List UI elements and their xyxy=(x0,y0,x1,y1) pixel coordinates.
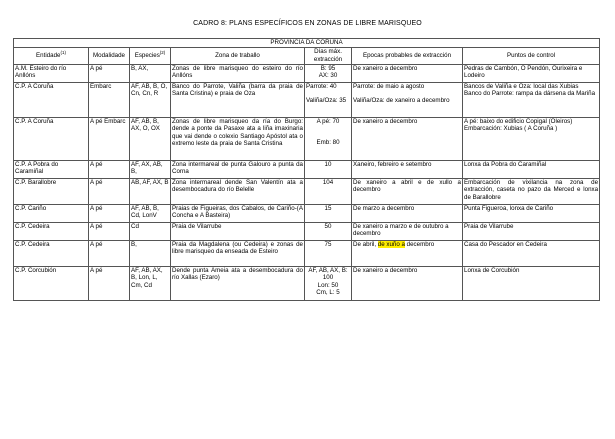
col-modalidade: Modalidade xyxy=(89,47,130,64)
cell-especies: Cd xyxy=(130,222,171,240)
cell-epocas: Xaneiro, febreiro e setembro xyxy=(352,160,463,178)
cell-puntos: Lonxa da Pobra do Caramiñal xyxy=(463,160,600,178)
cell-zona: Praia da Magdalena (ou Cedeira) e zonas de libre marisqueo da enseada de Esteiro xyxy=(171,240,305,266)
cell-zona: Zonas de libre marisqueo do esteiro do río Anllóns xyxy=(171,64,305,82)
col-especies: Especies$^{(2)}$ xyxy=(130,47,171,64)
table-row xyxy=(14,160,600,178)
col-puntos: Puntos de control xyxy=(463,47,600,64)
highlighted-text: de xuño a xyxy=(377,240,405,248)
cell-dias: 15 xyxy=(305,204,352,222)
cell-zona: Zona intermareal dende San Valentín ata a desembocadura do río Belelle xyxy=(171,178,305,204)
cell-entidade: C.P. A Coruña xyxy=(14,117,89,160)
cell-epocas: De xaneiro a decembro xyxy=(352,64,463,82)
cell-especies: AF, AX, AB, B, xyxy=(130,160,171,178)
cell-modalidade: A pé xyxy=(89,240,130,266)
cell-entidade: C.P. Corcubión xyxy=(14,266,89,300)
cell-dias: AF, AB, AX, B: 100 Lon: 50 Cm, L: 5 xyxy=(305,266,352,300)
cell-epocas: De xaneiro a decembro xyxy=(352,117,463,160)
col-zona: Zona de traballo xyxy=(171,47,305,64)
province-header: PROVINCIA DA CORUÑA xyxy=(14,39,600,48)
cell-modalidade: A pé xyxy=(89,204,130,222)
cell-dias: 104 xyxy=(305,178,352,204)
cell-dias: Parrote: 40 Valiña/Oza: 35 xyxy=(305,82,352,117)
cell-modalidade: A pé xyxy=(89,222,130,240)
cell-modalidade: A pé xyxy=(89,160,130,178)
cell-epocas: De marzo a decembro xyxy=(352,204,463,222)
cell-puntos: Bancos de Valiña e Oza: local das Xubias Banco do Parrote: rampa da dársena da Mariña xyxy=(463,82,600,117)
cell-entidade: A.M. Esteiro do río Anllóns xyxy=(14,64,89,82)
table-row xyxy=(14,82,600,117)
col-dias: Días máx. extracción xyxy=(305,47,352,64)
cell-entidade: C.P. A Coruña xyxy=(14,82,89,117)
col-entidade: Entidade$^{(1)}$ xyxy=(14,47,89,64)
cell-entidade: C.P. Cedeira xyxy=(14,222,89,240)
cell-modalidade: A pé Embarc xyxy=(89,117,130,160)
cell-especies: AB, AF, AX, B xyxy=(130,178,171,204)
cell-puntos: Casa do Pescador en Cedeira xyxy=(463,240,600,266)
cell-zona: Zona intermareal de punta Galouro a punta da Corna xyxy=(171,160,305,178)
cell-epocas: De xaneiro a abril e de xullo a decembro xyxy=(352,178,463,204)
cell-dias: 50 xyxy=(305,222,352,240)
cell-entidade: C.P. Barallobre xyxy=(14,178,89,204)
cell-dias: B: 95 AX: 30 xyxy=(305,64,352,82)
cell-epocas: De abril, de xuño a decembro xyxy=(352,240,463,266)
table-row xyxy=(14,222,600,240)
cell-especies: B, xyxy=(130,240,171,266)
table-row xyxy=(14,240,600,266)
cell-modalidade: A pé xyxy=(89,266,130,300)
table-row xyxy=(14,204,600,222)
cell-especies: AF, AB, B, AX, O, OX xyxy=(130,117,171,160)
table-row xyxy=(14,64,600,82)
cell-modalidade: A pé xyxy=(89,178,130,204)
table-title: CADRO 8: PLANS ESPECÍFICOS EN ZONAS DE LIBRE MARISQUEO xyxy=(193,20,422,27)
table-row xyxy=(14,266,600,300)
cell-epocas: Parrote: de maio a agosto Valiña/Oza: de xaneiro a decembro xyxy=(352,82,463,117)
cell-entidade: C.P. Cedeira xyxy=(14,240,89,266)
cell-zona: Dende punta Ameia ata a desembocadura do río Xallas (Ezaro) xyxy=(171,266,305,300)
cell-puntos: Punta Figueroa, lonxa de Cariño xyxy=(463,204,600,222)
cell-dias: A pé: 70 Emb: 80 xyxy=(305,117,352,160)
cell-puntos: Pedras de Cambón, O Pendón, Ourixeira e Lodeiro xyxy=(463,64,600,82)
cell-entidade: C.P. Cariño xyxy=(14,204,89,222)
cell-zona: Banco do Parrote, Valiña (barra da praia de Santa Cristina) e praia de Oza xyxy=(171,82,305,117)
cell-zona: Praia de Vilarrube xyxy=(171,222,305,240)
cell-dias: 10 xyxy=(305,160,352,178)
cell-zona: Praias de Figueiras, dos Cabalos, de Cariño-(A Concha e A Basteira) xyxy=(171,204,305,222)
col-epocas: Epocas probables de extracción xyxy=(352,47,463,64)
table-row xyxy=(14,117,600,160)
cell-especies: B, AX, xyxy=(130,64,171,82)
cell-modalidade: A pé xyxy=(89,64,130,82)
cell-epocas: De xaneiro a marzo e de outubro a decembro xyxy=(352,222,463,240)
plans-table xyxy=(13,38,600,301)
cell-puntos: Praia de Vilarrube xyxy=(463,222,600,240)
cell-especies: AF, AB, B, Cd, LonV xyxy=(130,204,171,222)
cell-entidade: C.P. A Pobra do Caramiñal xyxy=(14,160,89,178)
cell-especies: AF, AB, B, O, Cn, Cn, R xyxy=(130,82,171,117)
table-row xyxy=(14,178,600,204)
cell-epocas: De xaneiro a decembro xyxy=(352,266,463,300)
cell-especies: AF, AB, AX, B, Lon, L, Cm, Cd xyxy=(130,266,171,300)
cell-modalidade: Embarc xyxy=(89,82,130,117)
cell-puntos: A pé: baixo do edificio Copigal (Oleiros) Embarcación: Xubias ( A Coruña ) xyxy=(463,117,600,160)
cell-puntos: Lonxa de Corcubión xyxy=(463,266,600,300)
cell-puntos: Embarcación de vixilancia na zona de extracción, caseta no pazo da Merced e lonxa de Barallobre xyxy=(463,178,600,204)
cell-dias: 75 xyxy=(305,240,352,266)
cell-zona: Zonas de libre marisqueo da ría do Burgo: dende a ponte da Pasaxe ata a liña imaxinaria que vai dende o colexio Santiago Apóstol ata o extremo leste da praia de Santa Cristina xyxy=(171,117,305,160)
